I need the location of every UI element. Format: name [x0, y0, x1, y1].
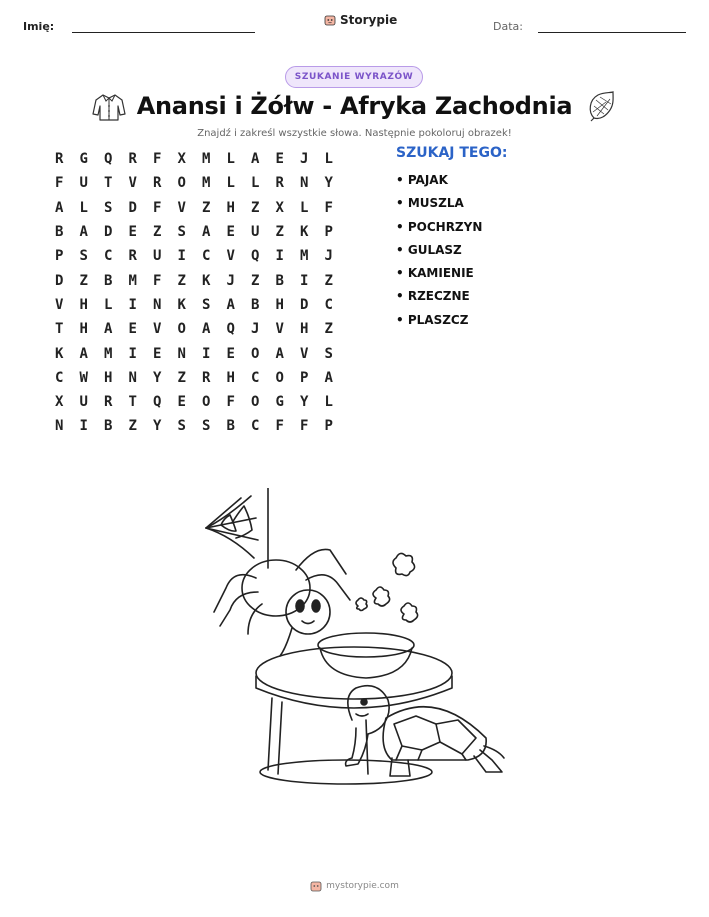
grid-cell[interactable]: I [300, 272, 309, 289]
grid-row [47, 366, 341, 390]
grid-cell[interactable]: R [153, 175, 162, 192]
grid-cell[interactable]: Z [275, 224, 284, 241]
grid-cell[interactable]: T [55, 321, 64, 338]
grid-cell[interactable]: C [251, 418, 260, 435]
grid-row [47, 147, 341, 171]
grid-cell[interactable]: B [226, 418, 235, 435]
category-badge: SZUKANIE WYRAZÓW [285, 66, 423, 88]
grid-cell[interactable]: O [177, 175, 186, 192]
grid-cell[interactable]: E [177, 394, 186, 411]
grid-cell[interactable]: J [251, 321, 260, 338]
grid-cell[interactable]: D [104, 224, 113, 241]
grid-cell[interactable]: C [324, 296, 333, 313]
date-line[interactable] [538, 32, 686, 33]
grid-cell[interactable]: L [104, 296, 113, 313]
grid-cell[interactable]: U [79, 394, 88, 411]
grid-cell[interactable]: F [324, 199, 333, 216]
grid-cell[interactable]: I [128, 296, 137, 313]
grid-cell[interactable]: H [79, 321, 88, 338]
grid-cell[interactable]: F [153, 151, 162, 168]
grid-cell[interactable]: M [128, 272, 137, 289]
grid-cell[interactable]: V [300, 345, 309, 362]
grid-cell[interactable]: H [300, 321, 309, 338]
grid-cell[interactable]: L [226, 175, 235, 192]
grid-cell[interactable]: R [128, 248, 137, 265]
grid-cell[interactable]: F [226, 394, 235, 411]
grid-cell[interactable]: H [275, 296, 284, 313]
grid-cell[interactable]: A [226, 296, 235, 313]
grid-cell[interactable]: L [300, 199, 309, 216]
date-label: Data: [493, 20, 523, 33]
grid-cell[interactable]: N [55, 418, 64, 435]
grid-cell[interactable]: L [324, 151, 333, 168]
letter-grid[interactable] [47, 147, 341, 439]
spider-turtle-illustration[interactable] [196, 488, 516, 788]
grid-cell[interactable]: P [324, 418, 333, 435]
grid-cell[interactable]: Z [177, 369, 186, 386]
grid-cell[interactable]: B [104, 272, 113, 289]
footer [0, 880, 709, 892]
grid-cell[interactable]: N [153, 296, 162, 313]
grid-cell[interactable]: Z [153, 224, 162, 241]
grid-cell[interactable]: D [128, 199, 137, 216]
grid-cell[interactable]: O [202, 394, 211, 411]
grid-cell[interactable]: Y [300, 394, 309, 411]
grid-cell[interactable]: V [275, 321, 284, 338]
grid-cell[interactable]: L [226, 151, 235, 168]
grid-cell[interactable]: I [128, 345, 137, 362]
grid-cell[interactable]: B [275, 272, 284, 289]
grid-cell[interactable]: A [79, 224, 88, 241]
grid-cell[interactable]: Z [251, 272, 260, 289]
grid-cell[interactable]: K [202, 272, 211, 289]
grid-cell[interactable]: R [55, 151, 64, 168]
grid-cell[interactable]: J [300, 151, 309, 168]
grid-cell[interactable]: E [226, 345, 235, 362]
grid-cell[interactable]: R [275, 175, 284, 192]
grid-cell[interactable]: U [153, 248, 162, 265]
grid-cell[interactable]: L [251, 175, 260, 192]
grid-cell[interactable]: A [251, 151, 260, 168]
instructions: Znajdź i zakreśl wszystkie słowa. Następnie pokoloruj obrazek! [197, 128, 512, 139]
grid-cell[interactable]: A [79, 345, 88, 362]
grid-cell[interactable]: M [202, 175, 211, 192]
page-title: Anansi i Żółw - Afryka Zachodnia [136, 92, 573, 120]
word-list-title: SZUKAJ TEGO: [396, 145, 508, 161]
grid-cell[interactable]: L [79, 199, 88, 216]
grid-cell[interactable]: C [202, 248, 211, 265]
word-list-item: • MUSZLA [396, 196, 464, 211]
grid-cell[interactable]: Z [251, 199, 260, 216]
grid-cell[interactable]: Q [104, 151, 113, 168]
grid-cell[interactable]: E [226, 224, 235, 241]
grid-row [47, 268, 341, 292]
grid-row [47, 293, 341, 317]
grid-cell[interactable]: S [177, 224, 186, 241]
grid-row [47, 171, 341, 195]
grid-cell[interactable]: F [275, 418, 284, 435]
grid-cell[interactable]: V [153, 321, 162, 338]
grid-cell[interactable]: E [153, 345, 162, 362]
grid-cell[interactable]: A [104, 321, 113, 338]
grid-cell[interactable]: G [79, 151, 88, 168]
grid-row [47, 220, 341, 244]
grid-cell[interactable]: C [104, 248, 113, 265]
grid-cell[interactable]: S [177, 418, 186, 435]
grid-cell[interactable]: I [275, 248, 284, 265]
grid-cell[interactable]: B [251, 296, 260, 313]
grid-cell[interactable]: Z [79, 272, 88, 289]
name-line[interactable] [72, 32, 255, 33]
name-label: Imię: [23, 20, 55, 33]
grid-cell[interactable]: A [202, 321, 211, 338]
grid-cell[interactable]: M [202, 151, 211, 168]
brand-name: Storypie [340, 13, 398, 27]
grid-cell[interactable]: Z [177, 272, 186, 289]
grid-cell[interactable]: M [300, 248, 309, 265]
grid-cell[interactable]: G [275, 394, 284, 411]
word-list-item: • KAMIENIE [396, 266, 474, 281]
footer-url[interactable]: mystorypie.com [326, 881, 399, 891]
word-list-item: • RZECZNE [396, 289, 470, 304]
grid-cell[interactable]: H [104, 369, 113, 386]
grid-cell[interactable]: D [55, 272, 64, 289]
grid-cell[interactable]: I [79, 418, 88, 435]
grid-row [47, 244, 341, 268]
grid-cell[interactable]: I [177, 248, 186, 265]
grid-cell[interactable]: S [104, 199, 113, 216]
grid-cell[interactable]: S [202, 418, 211, 435]
grid-cell[interactable]: V [177, 199, 186, 216]
grid-cell[interactable]: K [300, 224, 309, 241]
grid-cell[interactable]: X [275, 199, 284, 216]
pinecone-icon [586, 90, 616, 122]
grid-cell[interactable]: U [79, 175, 88, 192]
grid-cell[interactable]: Q [226, 321, 235, 338]
grid-cell[interactable]: S [324, 345, 333, 362]
grid-cell[interactable]: A [202, 224, 211, 241]
grid-cell[interactable]: H [226, 369, 235, 386]
brand [324, 13, 397, 27]
grid-cell[interactable]: N [177, 345, 186, 362]
grid-cell[interactable]: N [300, 175, 309, 192]
grid-cell[interactable]: T [104, 175, 113, 192]
grid-cell[interactable]: O [251, 345, 260, 362]
grid-cell[interactable]: R [202, 369, 211, 386]
grid-cell[interactable]: P [324, 224, 333, 241]
grid-cell[interactable]: Z [324, 321, 333, 338]
grid-cell[interactable]: P [300, 369, 309, 386]
grid-cell[interactable]: K [55, 345, 64, 362]
grid-cell[interactable]: F [153, 272, 162, 289]
storypie-logo-icon [310, 880, 322, 892]
grid-cell[interactable]: F [55, 175, 64, 192]
grid-cell[interactable]: I [202, 345, 211, 362]
grid-row [47, 414, 341, 438]
grid-cell[interactable]: O [177, 321, 186, 338]
grid-row [47, 341, 341, 365]
grid-row [47, 196, 341, 220]
grid-cell[interactable]: P [55, 248, 64, 265]
grid-cell[interactable]: E [128, 224, 137, 241]
grid-cell[interactable]: Q [153, 394, 162, 411]
grid-cell[interactable]: H [226, 199, 235, 216]
grid-cell[interactable]: J [324, 248, 333, 265]
grid-cell[interactable]: H [79, 296, 88, 313]
grid-cell[interactable]: D [300, 296, 309, 313]
grid-cell[interactable]: F [153, 199, 162, 216]
grid-cell[interactable]: J [226, 272, 235, 289]
grid-row [47, 317, 341, 341]
word-list [396, 172, 482, 335]
grid-cell[interactable]: Y [153, 418, 162, 435]
grid-cell[interactable]: X [55, 394, 64, 411]
grid-cell[interactable]: V [55, 296, 64, 313]
grid-cell[interactable]: Z [324, 272, 333, 289]
grid-cell[interactable]: A [275, 345, 284, 362]
grid-cell[interactable]: C [55, 369, 64, 386]
grid-cell[interactable]: E [128, 321, 137, 338]
grid-cell[interactable]: B [104, 418, 113, 435]
grid-cell[interactable]: O [251, 394, 260, 411]
grid-row [47, 390, 341, 414]
grid-cell[interactable]: A [55, 199, 64, 216]
grid-cell[interactable]: A [324, 369, 333, 386]
storypie-logo-icon [324, 14, 336, 26]
grid-cell[interactable]: Q [251, 248, 260, 265]
grid-cell[interactable]: K [177, 296, 186, 313]
grid-cell[interactable]: T [128, 394, 137, 411]
grid-cell[interactable]: Z [202, 199, 211, 216]
grid-cell[interactable]: X [177, 151, 186, 168]
grid-cell[interactable]: B [55, 224, 64, 241]
grid-cell[interactable]: R [128, 151, 137, 168]
word-list-item: • PLASZCZ [396, 312, 469, 327]
grid-cell[interactable]: Z [128, 418, 137, 435]
grid-cell[interactable]: R [104, 394, 113, 411]
grid-cell[interactable]: S [202, 296, 211, 313]
grid-cell[interactable]: F [300, 418, 309, 435]
grid-cell[interactable]: S [79, 248, 88, 265]
grid-cell[interactable]: U [251, 224, 260, 241]
grid-cell[interactable]: E [275, 151, 284, 168]
grid-cell[interactable]: Y [324, 175, 333, 192]
word-list-item: • GULASZ [396, 242, 462, 257]
word-list-item: • POCHRZYN [396, 219, 483, 234]
grid-cell[interactable]: Y [153, 369, 162, 386]
grid-cell[interactable]: V [226, 248, 235, 265]
grid-cell[interactable]: V [128, 175, 137, 192]
grid-cell[interactable]: C [251, 369, 260, 386]
grid-cell[interactable]: N [128, 369, 137, 386]
grid-cell[interactable]: O [275, 369, 284, 386]
grid-cell[interactable]: W [79, 369, 88, 386]
grid-cell[interactable]: M [104, 345, 113, 362]
grid-cell[interactable]: L [324, 394, 333, 411]
word-list-item: • PAJAK [396, 173, 448, 187]
